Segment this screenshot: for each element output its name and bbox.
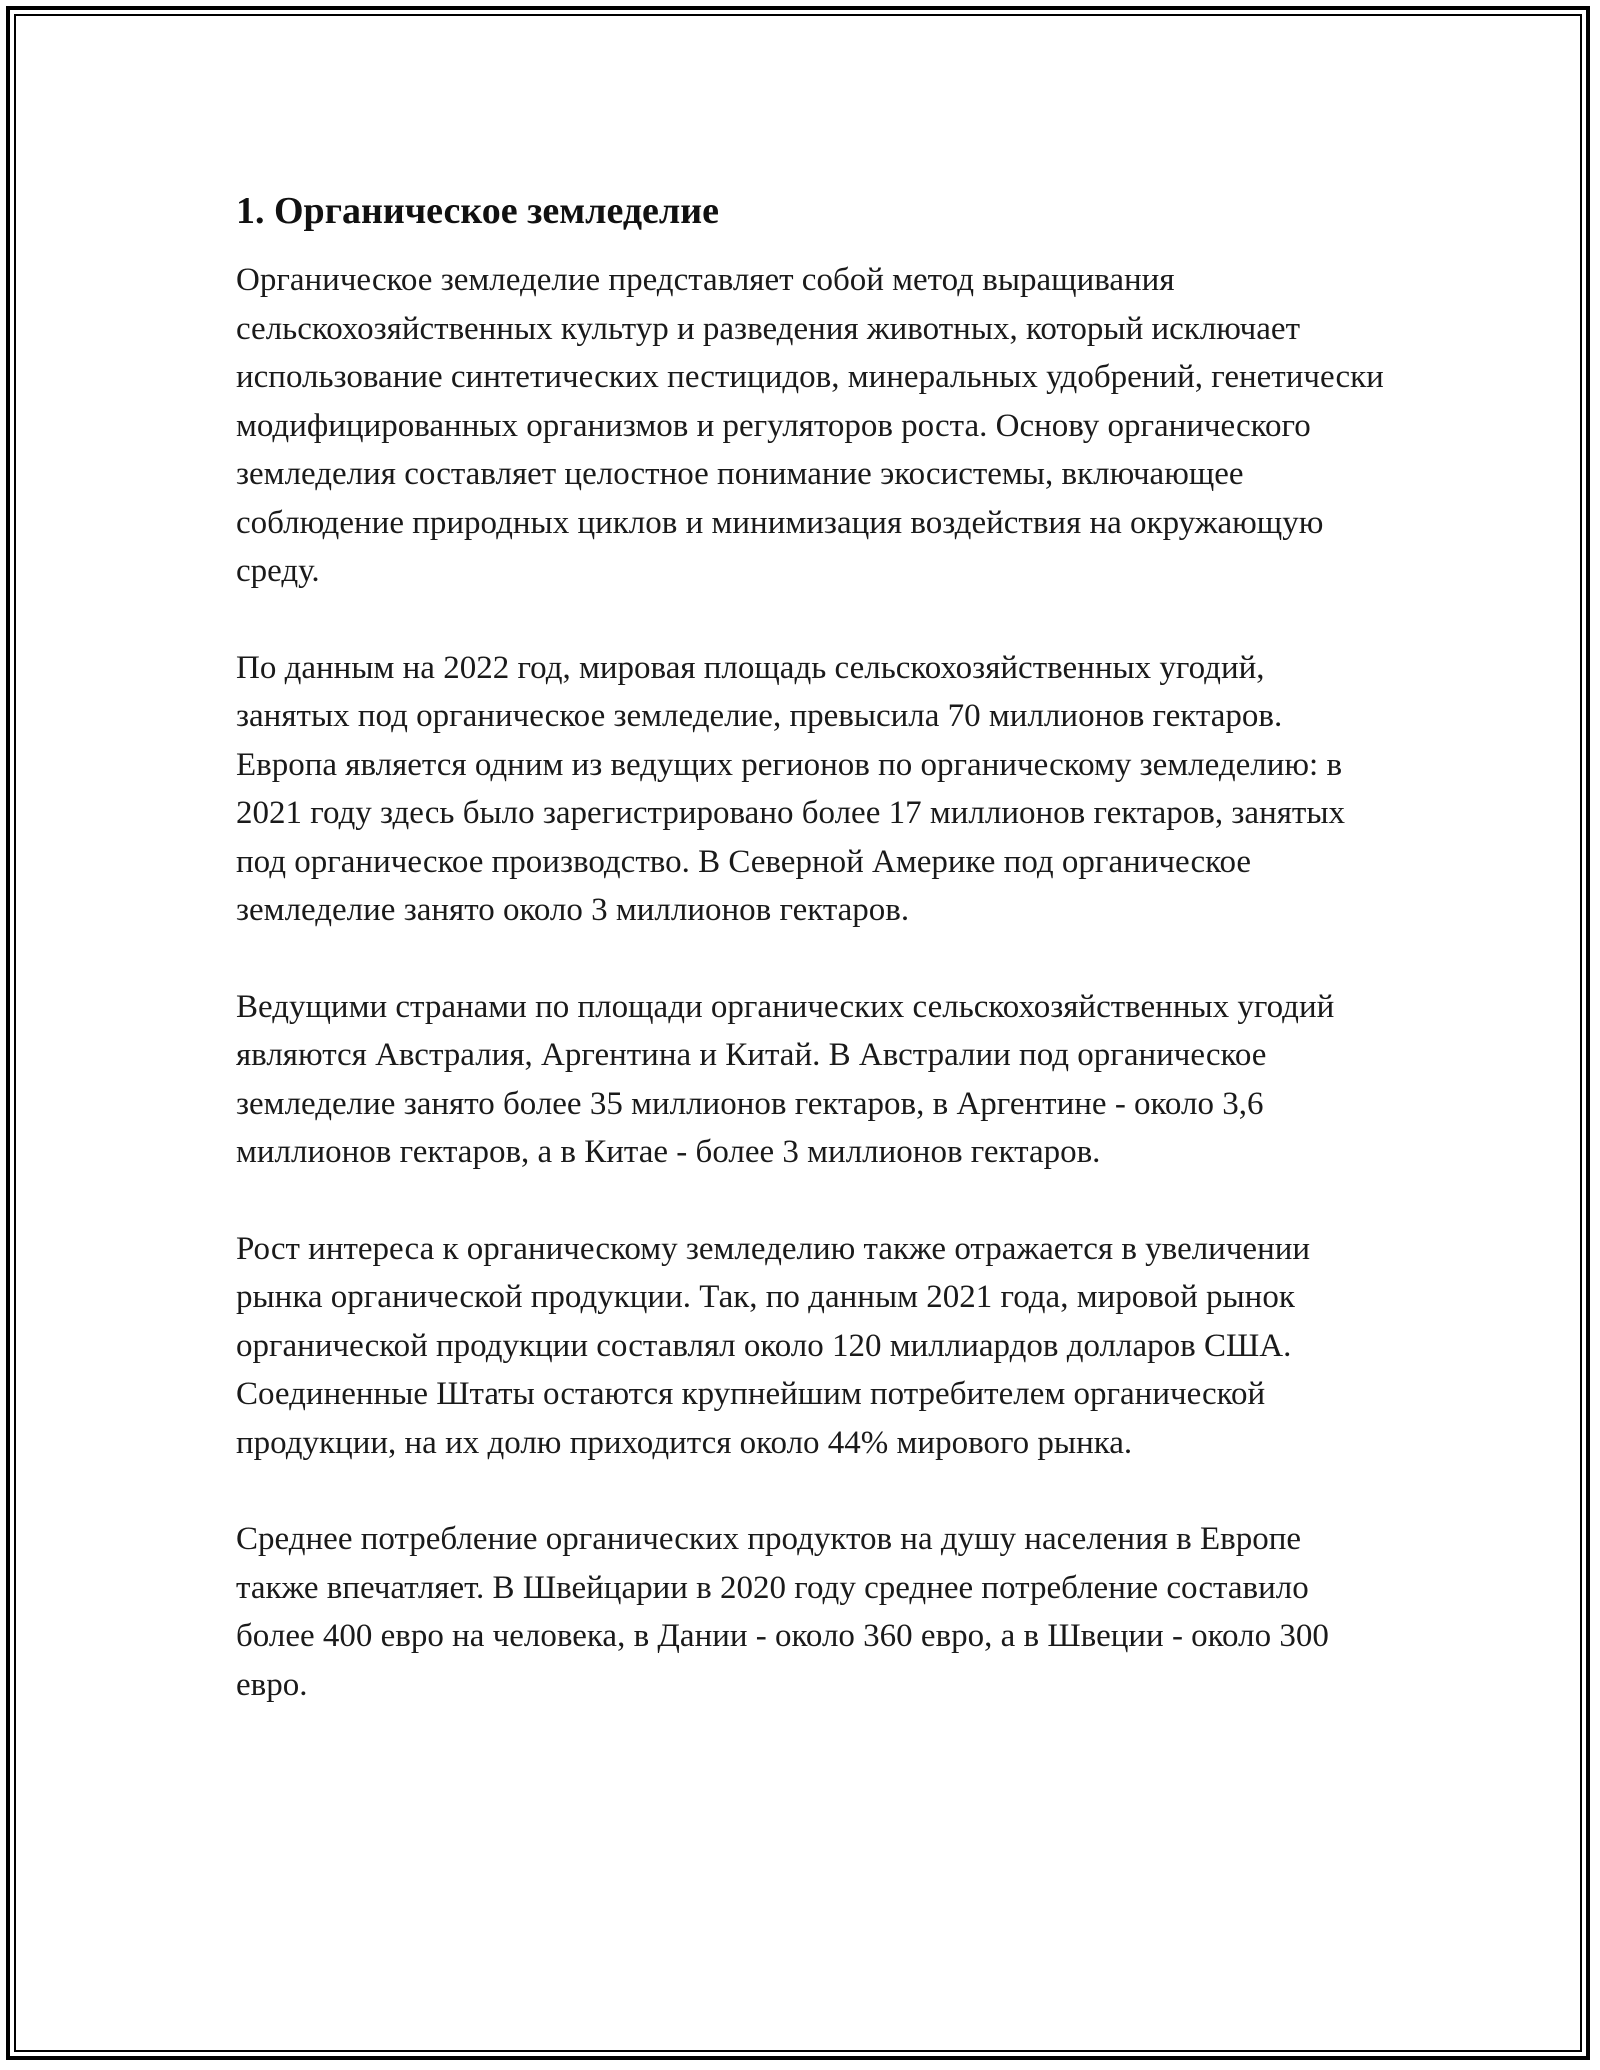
document-body [236,186,1386,1757]
paragraph-world-area: По данным на 2022 год, мировая площадь сельскохозяйственных угодий, занятых под органическое земледелие, превысила 70 миллионов гектаров. Европа является одним из ведущих регионов по органическому земледелию: в 2021 году здесь было зарегистрировано более 17 миллионов гектаров, занятых под органическое производство. В Северной Америке под органическое земледелие занято около 3 миллионов гектаров. [236,649,1345,928]
paragraph-intro: Органическое земледелие представляет собой метод выращивания сельскохозяйственных культур и разведения животных, который исключает использование синтетических пестицидов, минеральных удобрений, генетически модифицированных организмов и регуляторов роста. Основу органического земледелия составляет целостное понимание экосистемы, включающее соблюдение природных циклов и минимизация воздействия на окружающую среду. [236,262,1384,589]
paragraph-leading-countries: Ведущими странами по площади органических сельскохозяйственных угодий являются Австралия, Аргентина и Китай. В Австралии под органическое земледелие занято более 35 миллионов гектаров, в Аргентине - около 3,6 миллионов гектаров, а в Китае - более 3 миллионов гектаров. [236,988,1335,1170]
paragraph-consumption: Среднее потребление органических продуктов на душу населения в Европе также впечатляет. В Швейцарии в 2020 году среднее потребление составило более 400 евро на человека, в Дании - около 360 евро, а в Швеции - около 300 евро. [236,1521,1329,1703]
section-heading: 1. Органическое земледелие [236,190,719,232]
paragraph-market: Рост интереса к органическому земледелию также отражается в увеличении рынка органической продукции. Так, по данным 2021 года, мировой рынок органической продукции составлял около 120 миллиардов долларов США. Соединенные Штаты остаются крупнейшим потребителем органической продукции, на их долю приходится около 44% мирового рынка. [236,1230,1311,1461]
